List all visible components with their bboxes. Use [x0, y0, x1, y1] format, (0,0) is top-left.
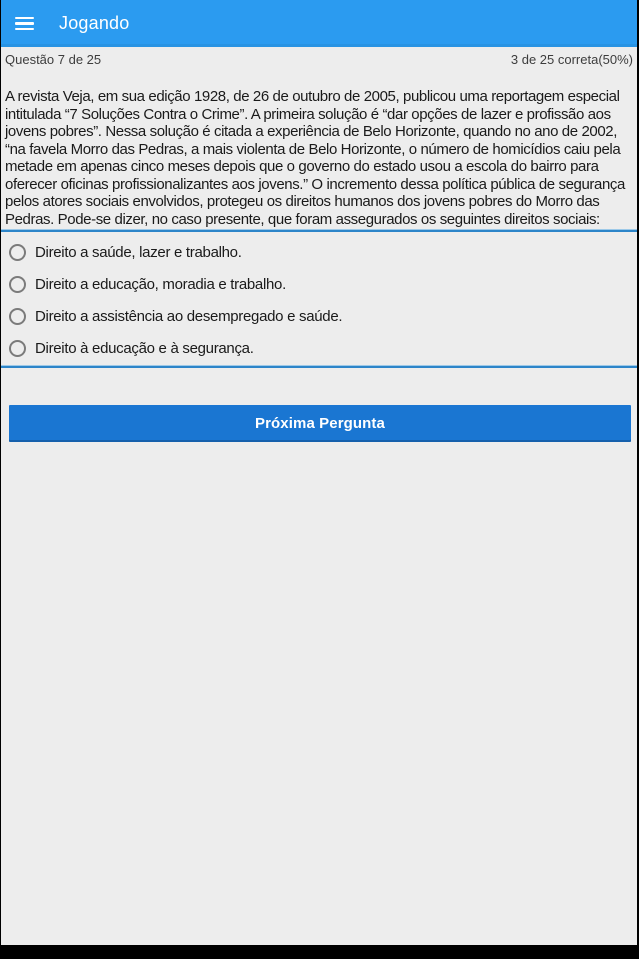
answer-options [1, 232, 637, 364]
hamburger-menu-icon [15, 17, 34, 31]
score-summary: 3 de 25 correta(50%) [510, 52, 633, 67]
answer-option-label: Direito a educação, moradia e trabalho. [35, 275, 286, 293]
question-progress: Questão 7 de 25 [5, 52, 102, 67]
next-question-button[interactable]: Próxima Pergunta [9, 405, 631, 442]
radio-button-icon[interactable] [9, 244, 26, 261]
answer-option-label: Direito a assistência ao desempregado e saúde. [35, 307, 343, 325]
radio-button-icon[interactable] [9, 276, 26, 293]
question-text: A revista Veja, em sua edição 1928, de 26 de outubro de 2005, publicou uma reportagem especial intitulada “7 Soluções Contra o Crime”. A primeira solução é “dar opções de lazer e profissão aos jovens pobres”. Nessa solução é citada a experiência de Belo Horizonte, quando no ano de 2002, “na favela Morro das Pedras, a mais violenta de Belo Horizonte, o número de homicídios caiu pela metade em apenas cinco meses depois que o governo do estado usou a escola do bairro para oferecer oficinas profissionalizantes aos jovens.” O incremento dessa política pública de segurança pelos atores sociais envolvidos, protegeu os direitos humanos dos jovens pobres do Morro das Pedras. Pode-se dizer, no caso presente, que foram assegurados os seguintes direitos sociais: [5, 88, 625, 228]
app-bar [1, 0, 637, 47]
menu-button[interactable] [13, 8, 45, 40]
app-title: Jogando [59, 13, 130, 33]
divider-bottom [1, 365, 637, 368]
answer-option-label: Direito à educação e à segurança. [35, 339, 254, 357]
answer-option-1[interactable] [1, 236, 637, 268]
answer-option-2[interactable] [1, 268, 637, 300]
quiz-status-bar [1, 47, 637, 67]
answer-option-3[interactable] [1, 300, 637, 332]
answer-option-4[interactable] [1, 332, 637, 364]
radio-button-icon[interactable] [9, 308, 26, 325]
answer-option-label: Direito a saúde, lazer e trabalho. [35, 243, 242, 261]
app-screen [1, 0, 637, 945]
bottom-bar [0, 945, 639, 959]
radio-button-icon[interactable] [9, 340, 26, 357]
